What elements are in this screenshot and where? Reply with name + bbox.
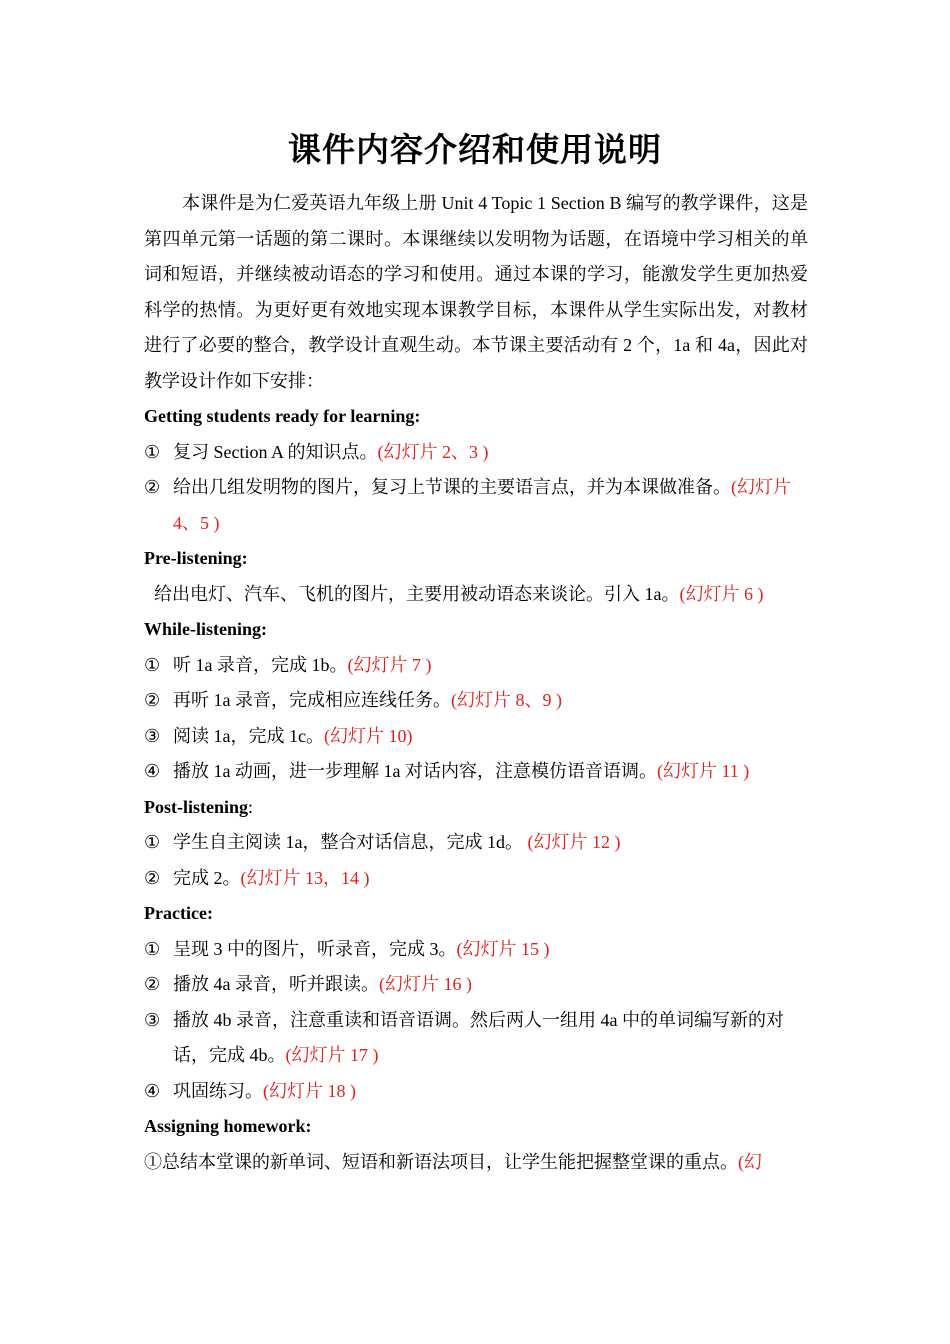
slide-reference: (幻灯片 7 ) xyxy=(347,654,432,675)
intro-paragraph: 本课件是为仁爱英语九年级上册 Unit 4 Topic 1 Section B 编写的教学课件，这是第四单元第一话题的第二课时。本课继续以发明物为话题，在语境中学习相关的单词和短语，并继续被动语态的学习和使用。通过本课的学习，能激发学生更加热爱科学的热情。为更好更有效地实现本课教学目标，本课件从学生实际出发，对教材进行了必要的整合，教学设计直观生动。本节课主要活动有 2 个，1a 和 4a，因此对教学设计作如下安排： xyxy=(144,193,808,391)
item-number: ② xyxy=(144,974,161,994)
slide-reference: (幻灯片 13，14 ) xyxy=(240,867,370,888)
pre-listening-text xyxy=(144,577,808,613)
item-number: ④ xyxy=(144,1080,161,1101)
list-item xyxy=(144,1003,808,1074)
item-number: ③ xyxy=(144,725,161,746)
section-heading-homework: Assigning homework: xyxy=(144,1116,312,1136)
list-item xyxy=(144,932,808,968)
item-number: ② xyxy=(144,477,161,497)
slide-reference: (幻灯片 18 ) xyxy=(263,1080,356,1101)
item-text: 播放 1a 动画，进一步理解 1a 对话内容，注意模仿语音语调。 xyxy=(173,761,657,781)
item-text: 学生自主阅读 1a，整合对话信息，完成 1d。 xyxy=(173,832,528,852)
list-item xyxy=(144,435,808,471)
list-item xyxy=(144,1145,808,1181)
slide-reference: (幻灯片 15 ) xyxy=(456,938,550,959)
slide-reference: (幻灯片 17 ) xyxy=(285,1045,379,1065)
item-number: ① xyxy=(144,832,161,852)
item-text: 复习 Section A 的知识点。 xyxy=(173,441,378,462)
item-number: ① xyxy=(144,1151,162,1172)
item-number: ① xyxy=(144,938,161,959)
slide-reference: (幻灯片 8、9 ) xyxy=(451,690,562,710)
slide-reference: (幻灯片 6 ) xyxy=(679,583,764,604)
slide-reference: (幻灯片 16 ) xyxy=(379,974,472,994)
slide-reference: (幻 xyxy=(738,1151,762,1172)
list-item xyxy=(144,967,808,1003)
section-heading-getting-ready: Getting students ready for learning: xyxy=(144,406,421,426)
item-text: 巩固练习。 xyxy=(173,1080,263,1101)
item-text: 给出几组发明物的图片，复习上节课的主要语言点，并为本课做准备。 xyxy=(173,477,731,497)
page-title: 课件内容介绍和使用说明 xyxy=(288,130,662,169)
section-heading-while-listening: While-listening: xyxy=(144,619,268,639)
list-item xyxy=(144,825,808,861)
item-number: ④ xyxy=(144,761,161,781)
item-number: ② xyxy=(144,690,161,710)
section-heading-pre-listening: Pre-listening: xyxy=(144,548,248,568)
item-text: 给出电灯、汽车、飞机的图片，主要用被动语态来谈论。引入 1a。 xyxy=(154,583,680,604)
item-text: 呈现 3 中的图片，听录音，完成 3。 xyxy=(173,938,457,959)
document-body xyxy=(144,186,808,1180)
item-text: 阅读 1a，完成 1c。 xyxy=(173,725,324,746)
list-item xyxy=(144,648,808,684)
list-item xyxy=(144,754,808,790)
item-number: ① xyxy=(144,654,161,675)
item-text: 再听 1a 录音，完成相应连线任务。 xyxy=(173,690,451,710)
item-number: ② xyxy=(144,867,161,888)
list-item xyxy=(144,683,808,719)
slide-reference: (幻灯片 12 ) xyxy=(527,832,621,852)
item-text: 总结本堂课的新单词、短语和新语法项目，让学生能把握整堂课的重点。 xyxy=(162,1151,738,1172)
item-text: 听 1a 录音，完成 1b。 xyxy=(173,654,348,675)
list-item xyxy=(144,1074,808,1110)
list-item xyxy=(144,861,808,897)
slide-reference: (幻灯片 2、3 ) xyxy=(377,441,489,462)
heading-suffix: : xyxy=(248,796,254,817)
slide-reference: (幻灯片 10) xyxy=(323,725,413,746)
slide-reference: (幻灯片 11 ) xyxy=(656,761,750,781)
item-text: 完成 2。 xyxy=(173,867,241,888)
heading-text: Post-listening xyxy=(144,796,249,817)
item-number: ① xyxy=(144,441,161,462)
section-heading-practice: Practice: xyxy=(144,903,213,923)
list-item xyxy=(144,470,808,541)
item-text: 播放 4b 录音，注意重读和语音语调。然后两人一组用 4a 中的单词编写新的对话，完成 4b。 xyxy=(173,1009,784,1065)
section-heading-post-listening xyxy=(144,790,808,826)
item-number: ③ xyxy=(144,1009,161,1030)
item-text: 播放 4a 录音，听并跟读。 xyxy=(173,974,379,994)
list-item xyxy=(144,719,808,755)
slide-reference: (幻灯片 4、5 ) xyxy=(173,477,791,533)
